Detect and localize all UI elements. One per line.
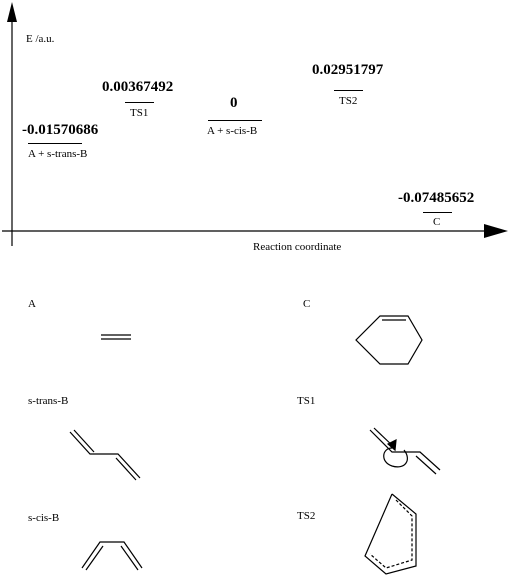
energy-level-line xyxy=(334,90,363,91)
structure-label-ts1: TS1 xyxy=(297,395,316,407)
energy-level-line xyxy=(208,120,262,121)
structure-label-c: C xyxy=(303,298,311,310)
energy-value: -0.07485652 xyxy=(398,190,475,206)
structure-label-s-cis-b: s-cis-B xyxy=(28,512,60,524)
energy-level-line xyxy=(423,212,452,213)
energy-level-line xyxy=(125,102,154,103)
energy-value: 0.02951797 xyxy=(312,62,384,78)
energy-value: -0.01570686 xyxy=(22,122,99,138)
state-label: C xyxy=(433,216,441,228)
molecule-ts1-structure xyxy=(370,428,440,474)
state-label: TS2 xyxy=(339,95,358,107)
molecule-c-structure xyxy=(356,316,422,364)
molecule-s-cis-b-structure xyxy=(82,542,142,570)
molecule-ts2-structure xyxy=(365,494,416,574)
structure-label-s-trans-b: s-trans-B xyxy=(28,395,69,407)
structure-label-ts2: TS2 xyxy=(297,510,316,522)
energy-value: 0.00367492 xyxy=(102,79,174,95)
energy-value: 0 xyxy=(230,95,238,111)
structure-label-a: A xyxy=(28,298,36,310)
y-axis-arrowhead xyxy=(7,2,17,22)
molecule-a-structure xyxy=(101,335,131,339)
x-axis-arrowhead xyxy=(484,224,508,238)
state-label: TS1 xyxy=(130,107,149,119)
energy-level-line xyxy=(28,143,82,144)
y-axis-label: E /a.u. xyxy=(26,33,55,45)
molecule-s-trans-b-structure xyxy=(70,430,140,480)
state-label: A + s-trans-B xyxy=(28,148,88,160)
x-axis-label: Reaction coordinate xyxy=(253,241,342,253)
state-label: A + s-cis-B xyxy=(207,125,258,137)
